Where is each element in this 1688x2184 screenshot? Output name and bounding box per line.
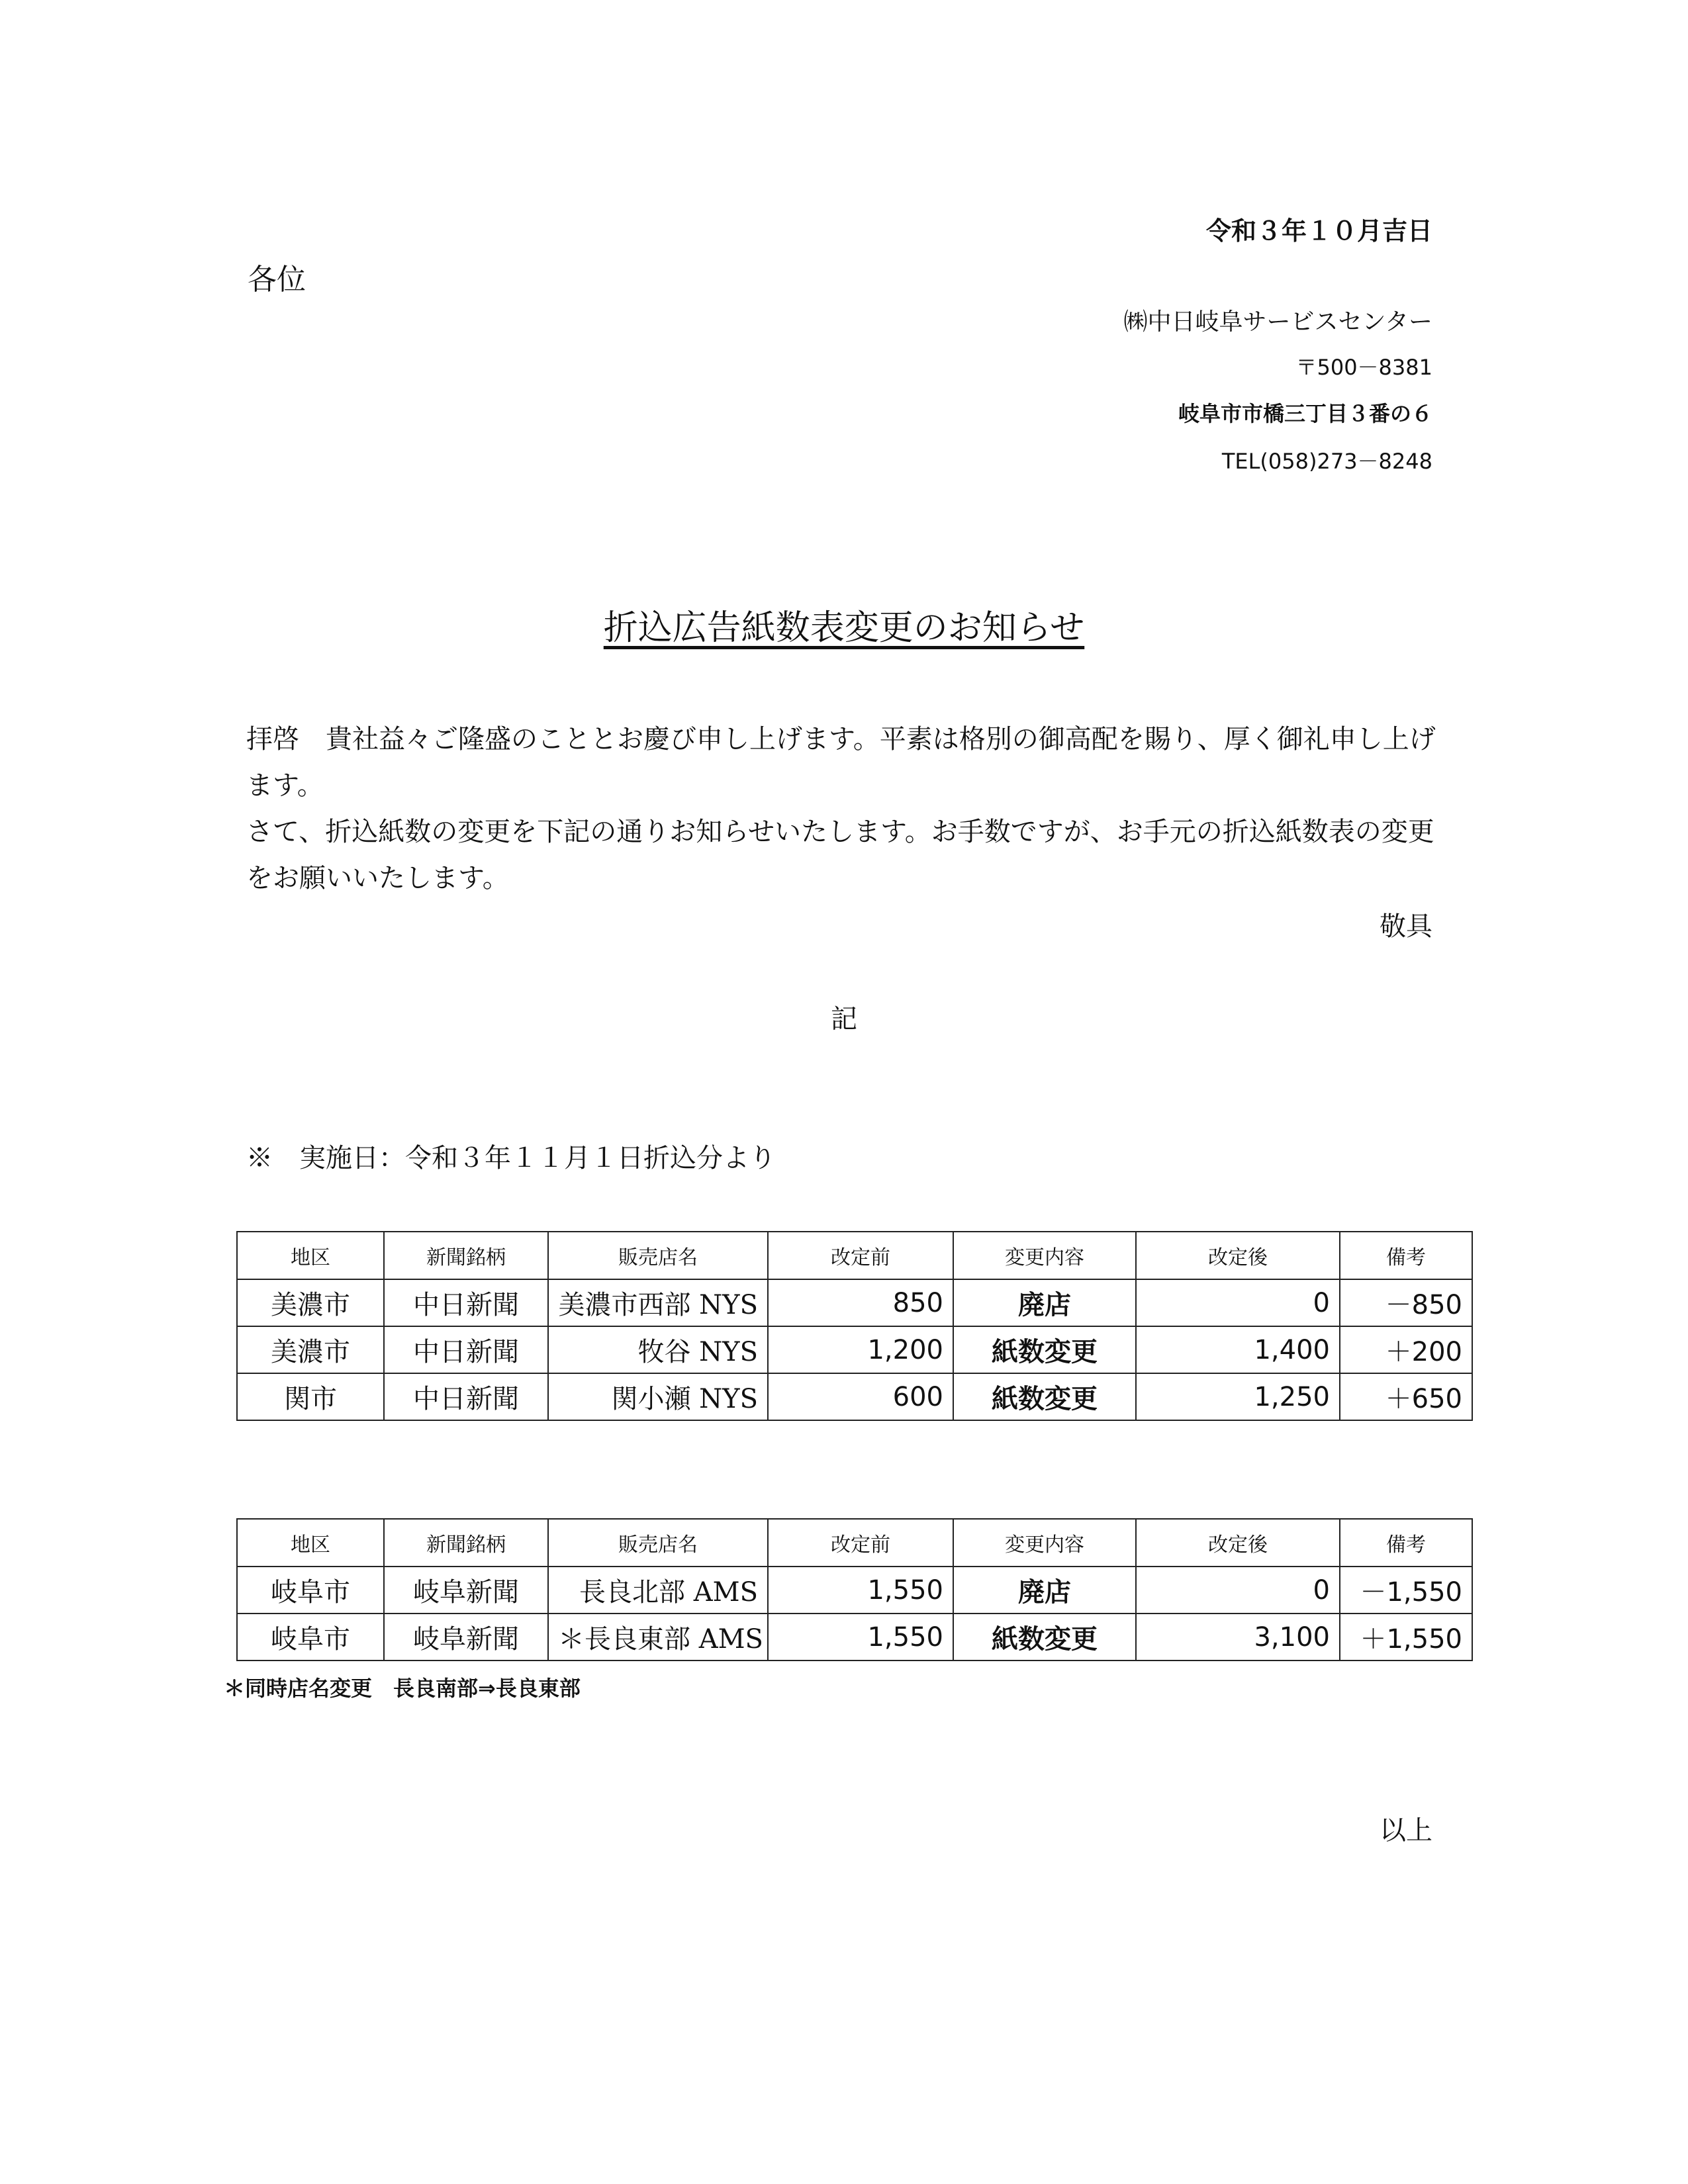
effective-date-note: ※ 実施日：令和３年１１月１日折込分より bbox=[246, 1143, 776, 1173]
header-shop: 販売店名 bbox=[548, 1232, 768, 1279]
ki-heading: 記 bbox=[831, 1004, 857, 1034]
cell-before: 600 bbox=[768, 1373, 953, 1420]
cell-change: 廃店 bbox=[953, 1279, 1136, 1326]
table-footnote: ＊同時店名変更 長良南部⇒長良東部 bbox=[224, 1676, 581, 1701]
closing-remark: 敬具 bbox=[1380, 911, 1432, 942]
cell-paper: 岐阜新聞 bbox=[384, 1567, 548, 1614]
header-paper: 新聞銘柄 bbox=[384, 1519, 548, 1567]
cell-before: 850 bbox=[768, 1279, 953, 1326]
cell-change: 紙数変更 bbox=[953, 1373, 1136, 1420]
cell-note: ＋200 bbox=[1340, 1326, 1472, 1373]
table-row bbox=[237, 1279, 1472, 1326]
change-table-chunichi bbox=[236, 1231, 1473, 1421]
cell-area: 関市 bbox=[237, 1373, 384, 1420]
table-row bbox=[237, 1567, 1472, 1614]
cell-paper: 中日新聞 bbox=[384, 1326, 548, 1373]
cell-area: 岐阜市 bbox=[237, 1567, 384, 1614]
cell-note: －850 bbox=[1340, 1279, 1472, 1326]
cell-shop: 関小瀬 NYS bbox=[548, 1373, 768, 1420]
header-paper: 新聞銘柄 bbox=[384, 1232, 548, 1279]
cell-note: －1,550 bbox=[1340, 1567, 1472, 1614]
sender-phone: TEL(058)273－8248 bbox=[1221, 449, 1432, 474]
cell-after: 1,400 bbox=[1136, 1326, 1340, 1373]
sender-address: 岐阜市市橋三丁目３番の６ bbox=[1178, 401, 1432, 426]
cell-paper: 中日新聞 bbox=[384, 1279, 548, 1326]
cell-before: 1,550 bbox=[768, 1614, 953, 1661]
header-change: 変更内容 bbox=[953, 1232, 1136, 1279]
cell-after: 0 bbox=[1136, 1567, 1340, 1614]
cell-before: 1,550 bbox=[768, 1567, 953, 1614]
cell-after: 0 bbox=[1136, 1279, 1340, 1326]
header-note: 備考 bbox=[1340, 1519, 1472, 1567]
cell-shop: ＊長良東部 AMS bbox=[548, 1614, 768, 1661]
cell-after: 3,100 bbox=[1136, 1614, 1340, 1661]
greeting-paragraph: 拝啓 貴社益々ご隆盛のこととお慶び申し上げます。平素は格別の御高配を賜り、厚く御礼申し上げます。 bbox=[246, 724, 1436, 801]
table-header-row bbox=[237, 1232, 1472, 1279]
header-note: 備考 bbox=[1340, 1232, 1472, 1279]
header-before: 改定前 bbox=[768, 1232, 953, 1279]
change-table-gifu bbox=[236, 1518, 1473, 1661]
table-row bbox=[237, 1614, 1472, 1661]
cell-change: 紙数変更 bbox=[953, 1326, 1136, 1373]
addressee: 各位 bbox=[248, 263, 306, 296]
cell-shop: 牧谷 NYS bbox=[548, 1326, 768, 1373]
sender-company: ㈱中日岐阜サービスセンター bbox=[1123, 308, 1432, 336]
header-after: 改定後 bbox=[1136, 1232, 1340, 1279]
cell-area: 美濃市 bbox=[237, 1326, 384, 1373]
header-area: 地区 bbox=[237, 1519, 384, 1567]
cell-paper: 岐阜新聞 bbox=[384, 1614, 548, 1661]
cell-paper: 中日新聞 bbox=[384, 1373, 548, 1420]
notice-paragraph: さて、折込紙数の変更を下記の通りお知らせいたします。お手数ですが、お手元の折込紙数表の変更をお願いいたします。 bbox=[246, 817, 1434, 893]
header-after: 改定後 bbox=[1136, 1519, 1340, 1567]
cell-change: 紙数変更 bbox=[953, 1614, 1136, 1661]
header-change: 変更内容 bbox=[953, 1519, 1136, 1567]
header-area: 地区 bbox=[237, 1232, 384, 1279]
table-row bbox=[237, 1326, 1472, 1373]
table-header-row bbox=[237, 1519, 1472, 1567]
cell-before: 1,200 bbox=[768, 1326, 953, 1373]
cell-shop: 長良北部 AMS bbox=[548, 1567, 768, 1614]
cell-note: ＋650 bbox=[1340, 1373, 1472, 1420]
document-title: 折込広告紙数表変更のお知らせ bbox=[603, 608, 1085, 648]
document-title-wrapper bbox=[0, 600, 1688, 649]
header-shop: 販売店名 bbox=[548, 1519, 768, 1567]
cell-note: ＋1,550 bbox=[1340, 1614, 1472, 1661]
table-row bbox=[237, 1373, 1472, 1420]
cell-area: 美濃市 bbox=[237, 1279, 384, 1326]
document-date: 令和３年１０月吉日 bbox=[1205, 216, 1432, 246]
header-before: 改定前 bbox=[768, 1519, 953, 1567]
end-remark: 以上 bbox=[1380, 1815, 1432, 1846]
cell-area: 岐阜市 bbox=[237, 1614, 384, 1661]
sender-postal-code: 〒500－8381 bbox=[1295, 355, 1432, 380]
cell-change: 廃店 bbox=[953, 1567, 1136, 1614]
cell-after: 1,250 bbox=[1136, 1373, 1340, 1420]
cell-shop: 美濃市西部 NYS bbox=[548, 1279, 768, 1326]
